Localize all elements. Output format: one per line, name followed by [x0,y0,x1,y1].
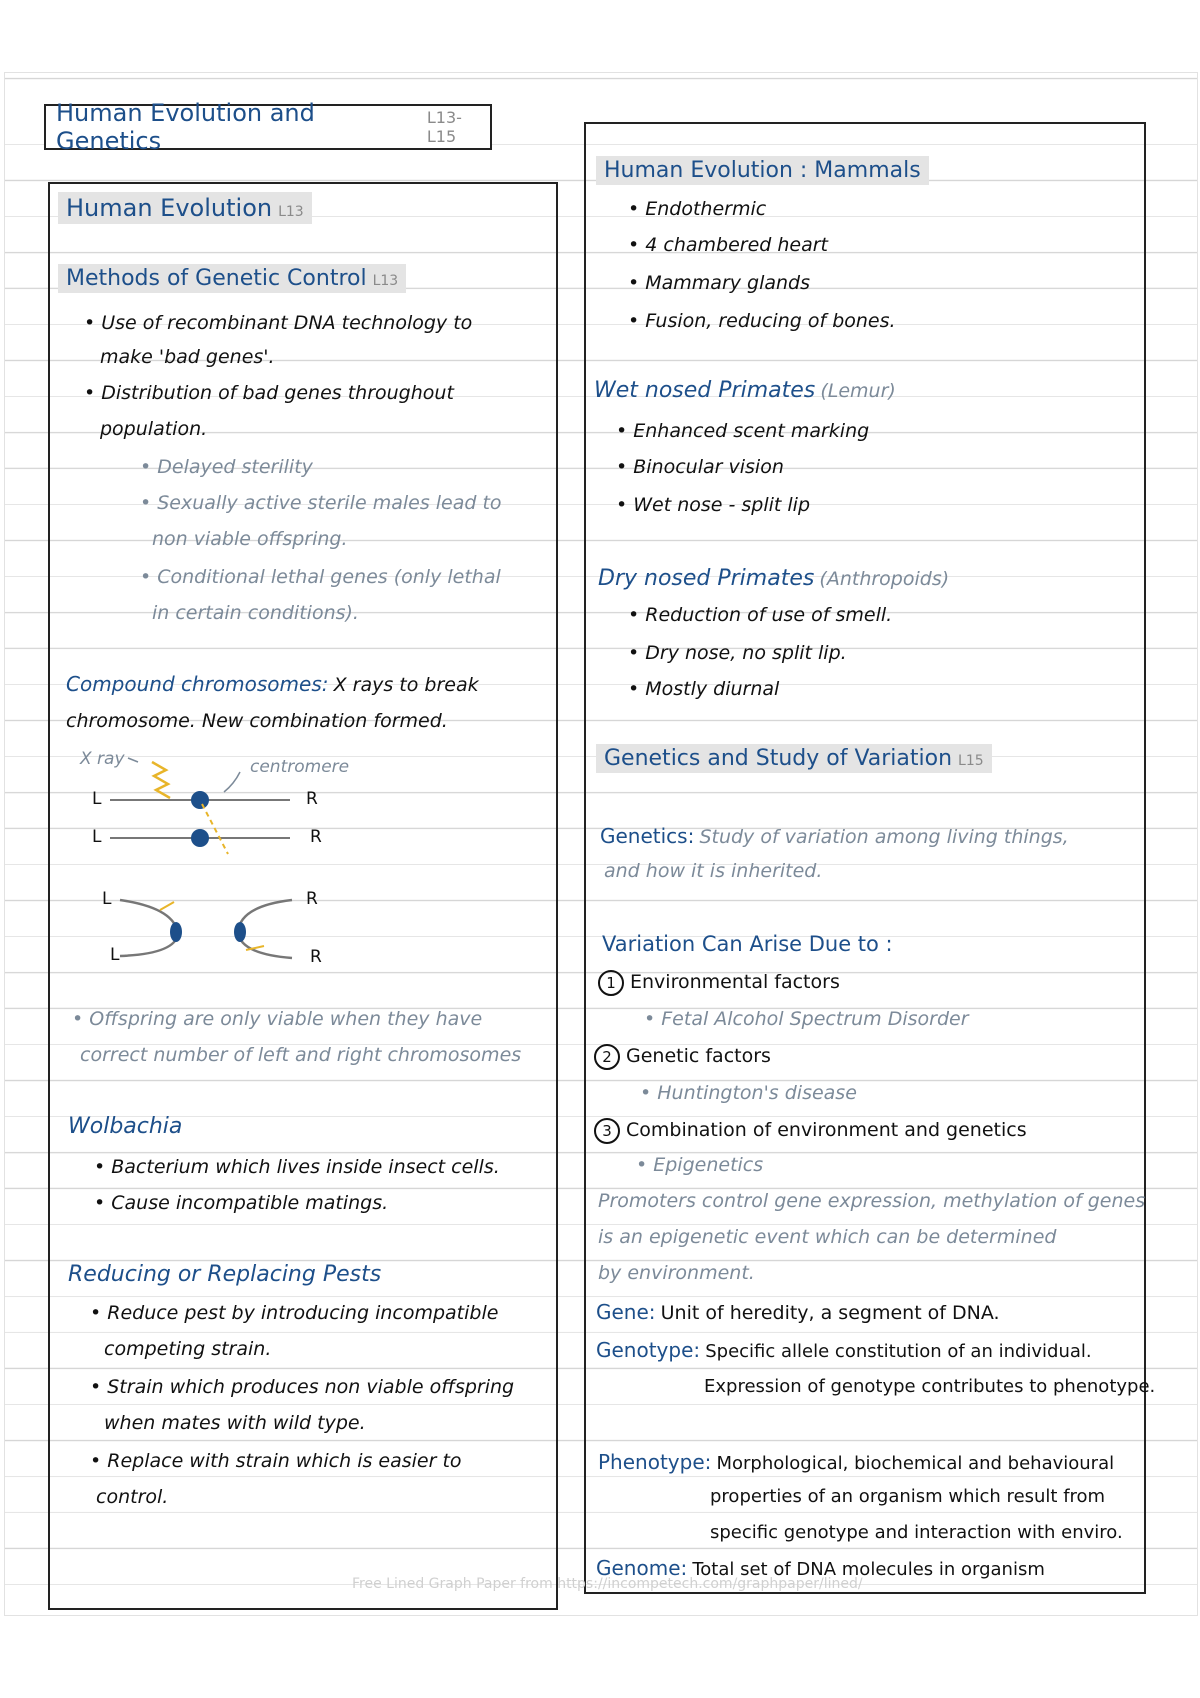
methods-sub-2b: non viable offspring. [152,528,348,550]
genotype-text-1: Specific allele constitution of an individual. [705,1341,1092,1362]
wolbachia-line-1: • Bacterium which lives inside insect cells. [94,1156,500,1178]
genetics-tag: L15 [958,753,984,769]
compound-left-top-label: L [102,889,112,909]
wet-nosed-line-1: • Enhanced scent marking [616,420,870,442]
chromosome-2-left-label: L [92,827,102,847]
genetics-text-2: and how it is inherited. [604,860,823,882]
page-title-box [44,99,492,155]
centromere-label: centromere [250,757,350,777]
break-line [202,804,228,854]
wet-nosed-tag: (Lemur) [820,380,896,402]
promoters-line-2: is an epigenetic event which can be determined [598,1226,1057,1248]
chromosome-1-left-label: L [92,789,102,809]
pests-line-1b: competing strain. [104,1338,272,1360]
mammals-line-4: • Fusion, reducing of bones. [628,310,896,332]
dry-nosed-line-2: • Dry nose, no split lip. [628,642,847,664]
compound-break-left [160,902,174,910]
variation-title: Variation Can Arise Due to : [602,932,893,956]
offspring-line-1: • Offspring are only viable when they have [72,1008,483,1030]
dry-nosed-line-3: • Mostly diurnal [628,678,780,700]
pests-line-1a: • Reduce pest by introducing incompatible [90,1302,499,1324]
gene-label: Gene: [596,1300,656,1324]
page-title: Human Evolution and Genetics [56,99,315,155]
wet-nosed-title: Wet nosed Primates [594,378,816,403]
compound-right-bottom-label: R [310,947,322,967]
genome-text: Total set of DNA molecules in organism [692,1559,1045,1580]
offspring-line-2: correct number of left and right chromosomes [80,1044,522,1066]
methods-title: Methods of Genetic Control [66,266,367,291]
mammals-line-2: • 4 chambered heart [628,234,829,256]
genetics-def-line-1 [600,824,1069,848]
compound-right-top-label: R [306,889,318,909]
mammals-title: Human Evolution : Mammals [596,156,929,185]
genotype-label: Genotype: [596,1338,701,1362]
genotype-text-2: Expression of genotype contributes to phenotype. [704,1376,1156,1397]
compound-left-bottom-label: L [110,945,120,965]
promoters-line-3: by environment. [598,1262,755,1284]
phenotype-text-2: properties of an organism which result from [710,1486,1106,1507]
gene-text: Unit of heredity, a segment of DNA. [660,1302,1000,1324]
variation-item-1-sub: • Fetal Alcohol Spectrum Disorder [644,1008,969,1030]
genetics-text-1: Study of variation among living things, [699,826,1069,848]
centromere-arrow [224,772,240,792]
variation-item-2-text: Genetic factors [626,1045,771,1067]
compound-centromere-left [170,922,182,942]
xray-zigzag [152,762,170,798]
phenotype-definition [598,1450,1114,1474]
mammals-heading [596,156,929,185]
genotype-definition [596,1338,1092,1362]
chromosome-diagram [70,742,450,982]
wet-nosed-line-3: • Wet nose - split lip [616,494,811,516]
methods-line-2a: • Distribution of bad genes throughout [84,382,454,404]
dry-nosed-heading [598,566,949,591]
compound-chromosomes-label: Compound chromosomes: [66,672,329,696]
centromere-1 [191,791,209,809]
methods-line-1a: • Use of recombinant DNA technology to [84,312,473,334]
pests-line-2a: • Strain which produces non viable offspring [90,1376,515,1398]
compound-chromosomes-text-1: X rays to break [333,674,479,696]
mammals-line-1: • Endothermic [628,198,767,220]
variation-item-3-sub: • Epigenetics [636,1154,764,1176]
genetics-label: Genetics: [600,824,695,848]
compound-chromosome-left [120,900,178,956]
phenotype-text-1: Morphological, biochemical and behavioural [716,1453,1115,1474]
page-title-tag: L13-L15 [426,108,462,146]
chromosome-2-right-label: R [310,827,322,847]
pests-line-2b: when mates with wild type. [104,1412,366,1434]
human-evolution-title: Human Evolution [66,194,273,222]
phenotype-label: Phenotype: [598,1450,712,1474]
compound-centromere-right [234,922,246,942]
promoters-line-1: Promoters control gene expression, methylation of genes [598,1190,1146,1212]
genome-label: Genome: [596,1556,688,1580]
wet-nosed-heading [594,378,896,403]
variation-item-2-sub: • Huntington's disease [640,1082,857,1104]
genetics-title: Genetics and Study of Variation [604,746,953,771]
number-2-icon: 2 [594,1044,620,1070]
variation-item-1-text: Environmental factors [630,971,840,993]
number-3-icon: 3 [594,1118,620,1144]
methods-heading [58,264,406,293]
human-evolution-heading [58,192,312,224]
variation-item-3-text: Combination of environment and genetics [626,1119,1027,1141]
methods-sub-3b: in certain conditions). [152,602,359,624]
gene-definition [596,1300,1000,1324]
wolbachia-title: Wolbachia [68,1114,183,1139]
xray-arrow [128,758,138,762]
reducing-pests-title: Reducing or Replacing Pests [68,1262,382,1287]
mammals-line-3: • Mammary glands [628,272,811,294]
chromosome-1-right-label: R [306,789,318,809]
methods-sub-1: • Delayed sterility [140,456,313,478]
centromere-2 [191,829,209,847]
genetics-heading [596,744,992,773]
wolbachia-line-2: • Cause incompatible matings. [94,1192,389,1214]
human-evolution-tag: L13 [278,204,304,220]
pests-line-3b: control. [96,1486,169,1508]
compound-chromosomes-text-2: chromosome. New combination formed. [66,710,448,732]
phenotype-text-3: specific genotype and interaction with enviro. [710,1522,1123,1543]
footer-credit: Free Lined Graph Paper from https://incompetech.com/graphpaper/lined/ [352,1576,863,1592]
compound-chromosomes-line-1 [66,672,479,696]
number-1-icon: 1 [598,970,624,996]
methods-line-1b: make 'bad genes'. [100,346,275,368]
dry-nosed-tag: (Anthropoids) [819,568,950,590]
wet-nosed-line-2: • Binocular vision [616,456,784,478]
pests-line-3a: • Replace with strain which is easier to [90,1450,462,1472]
variation-item-3 [594,1118,1027,1144]
methods-tag: L13 [372,273,399,289]
xray-label: X ray [80,749,125,769]
methods-line-2b: population. [100,418,208,440]
methods-sub-2a: • Sexually active sterile males lead to [140,492,502,514]
dry-nosed-title: Dry nosed Primates [598,566,815,591]
methods-sub-3a: • Conditional lethal genes (only lethal [140,566,501,588]
right-column [584,122,1146,1594]
variation-item-1 [598,970,840,996]
variation-item-2 [594,1044,771,1070]
dry-nosed-line-1: • Reduction of use of smell. [628,604,893,626]
